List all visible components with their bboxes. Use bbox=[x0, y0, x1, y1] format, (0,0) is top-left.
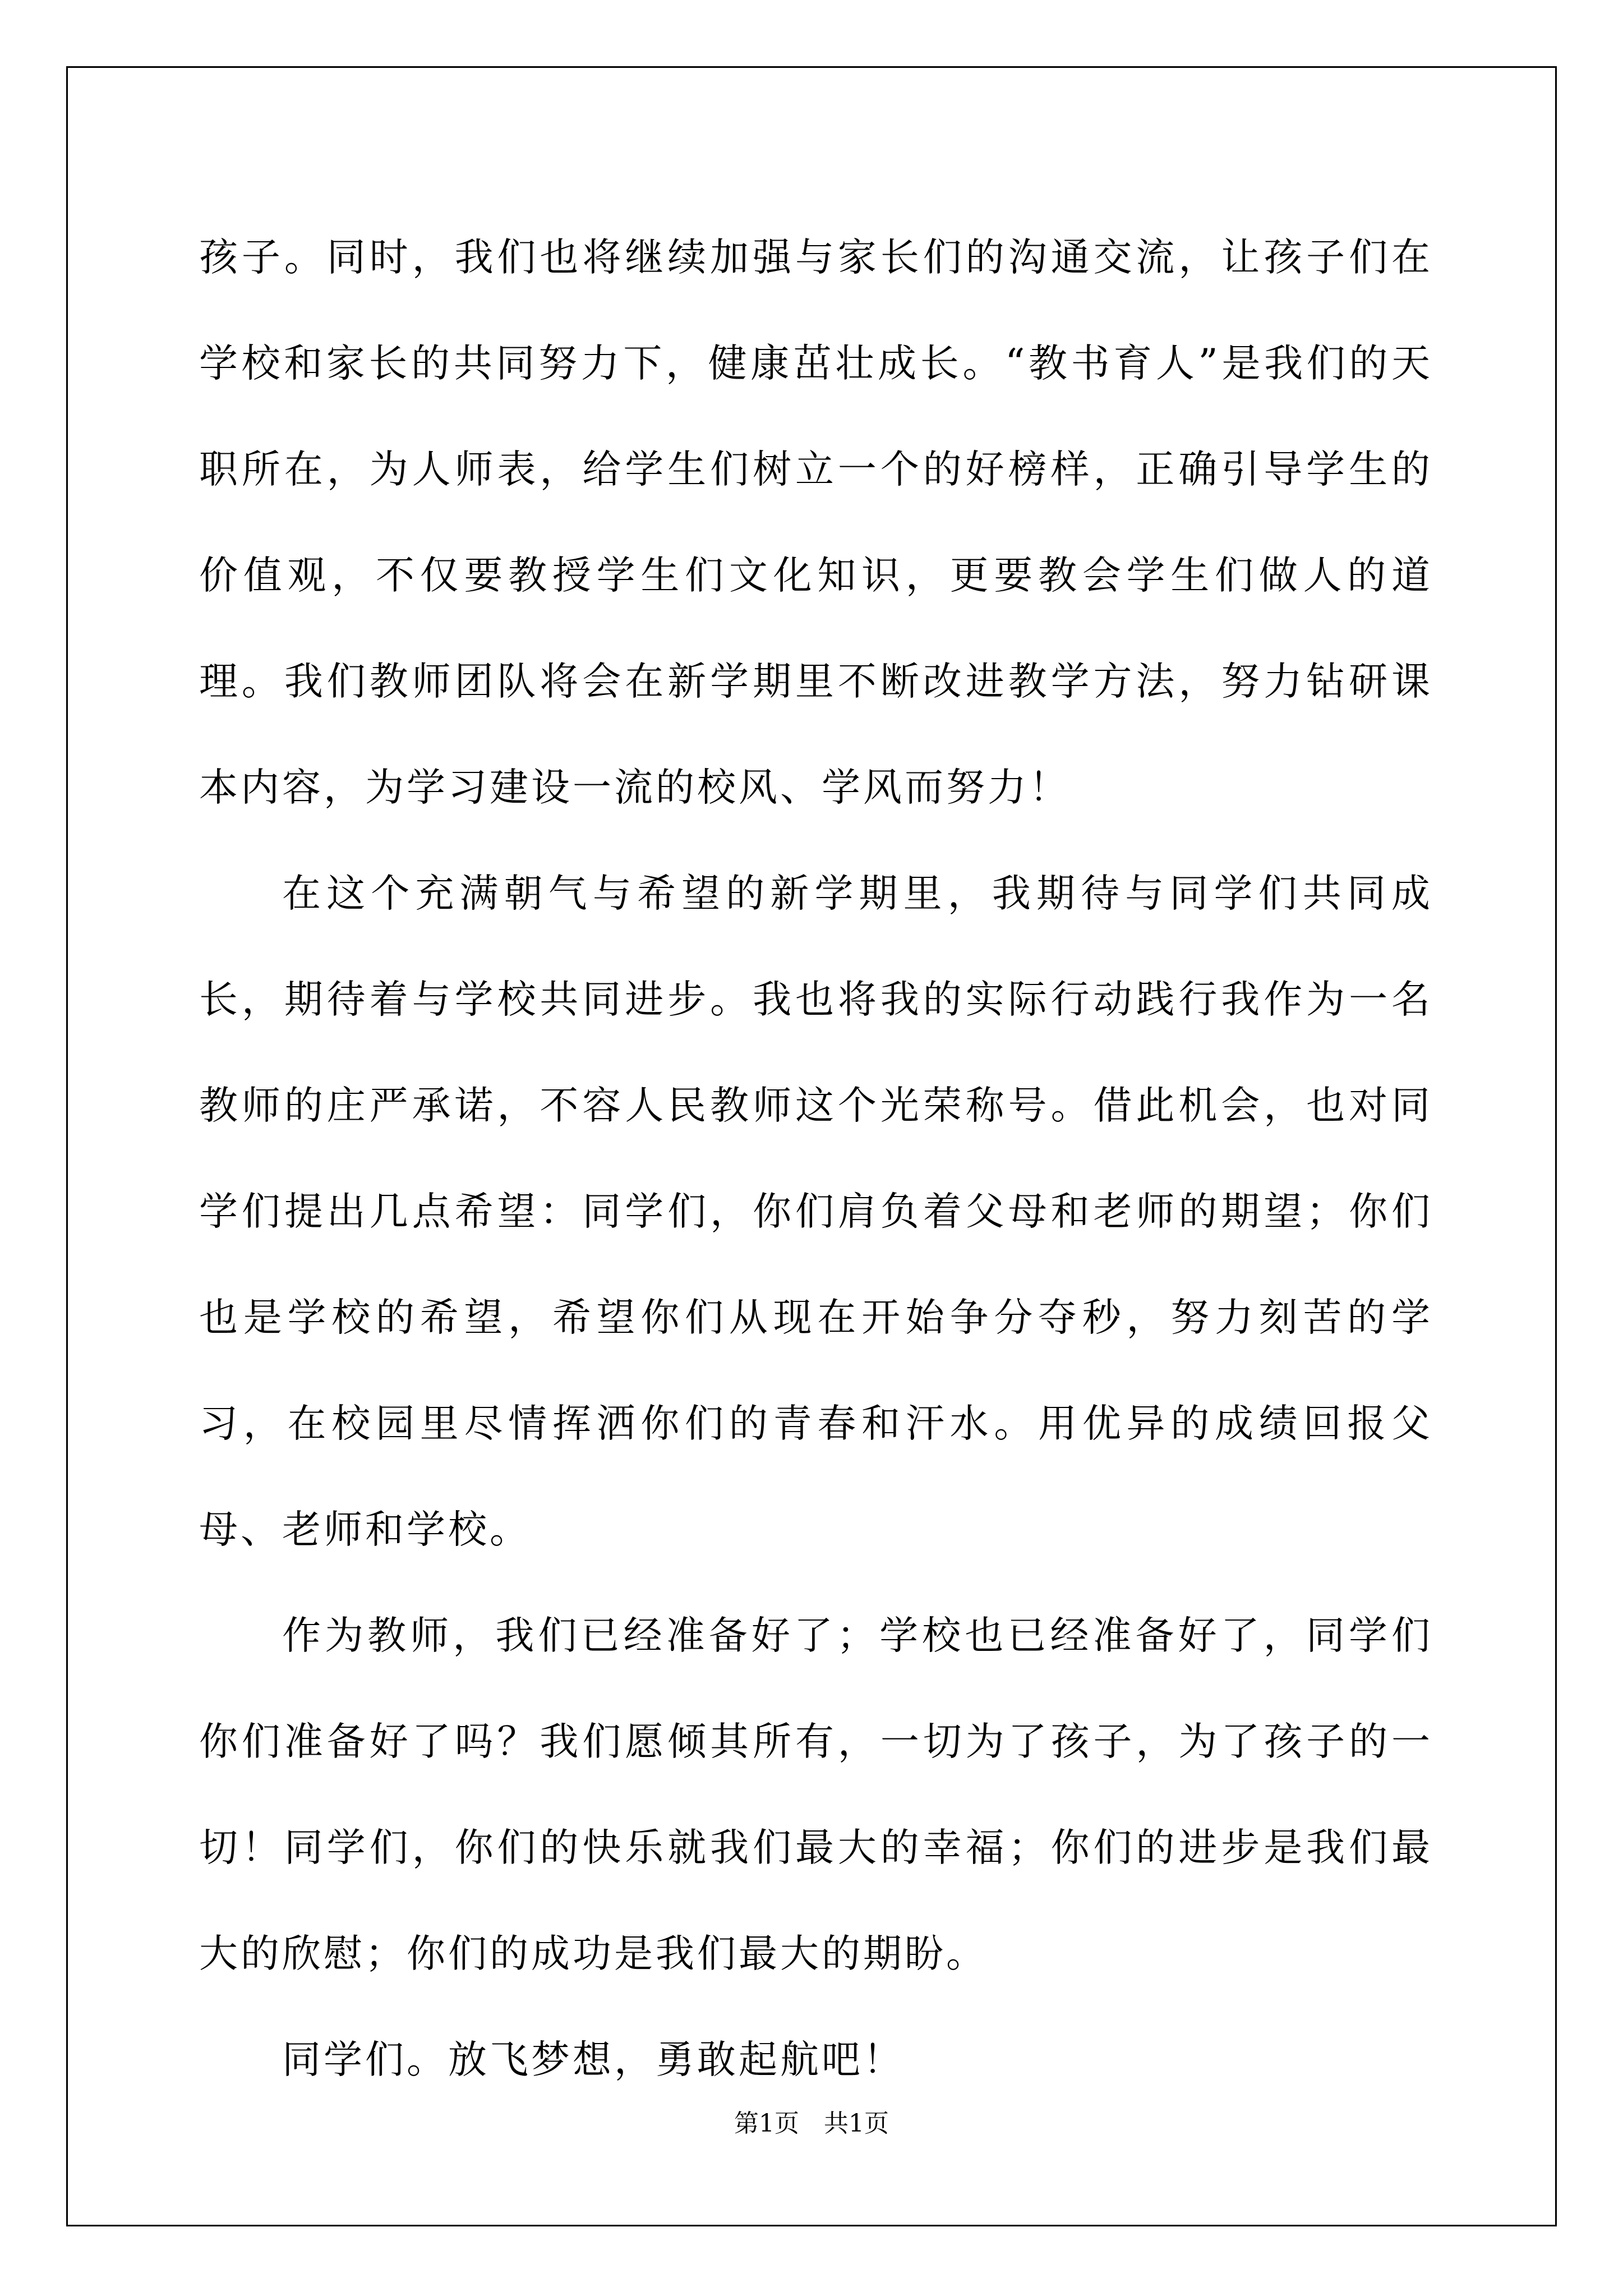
paragraph-2: 在这个充满朝气与希望的新学期里，我期待与同学们共同成长，期待着与学校共同进步。我也将我的实际行动践行我作为一名教师的庄严承诺，不容人民教师这个光荣称号。借此机会，也对同学们提出几点希望：同学们，你们肩负着父母和老师的期望；你们也是学校的希望，希望你们从现在开始争分夺秒，努力刻苦的学习，在校园里尽情挥洒你们的青春和汗水。用优异的成绩回报父母、老师和学校。 bbox=[199, 871, 1433, 1552]
page-number: 第1页 bbox=[734, 2109, 799, 2138]
page-total: 共1页 bbox=[824, 2109, 889, 2138]
paragraph-4: 同学们。放飞梦想，勇敢起航吧！ bbox=[282, 2037, 905, 2082]
document-body bbox=[199, 205, 1433, 2113]
paragraph-1: 孩子。同时，我们也将继续加强与家长们的沟通交流，让孩子们在学校和家长的共同努力下，健康茁壮成长。“教书育人”是我们的天职所在，为人师表，给学生们树立一个的好榜样，正确引导学生的价值观，不仅要教授学生们文化知识，更要教会学生们做人的道理。我们教师团队将会在新学期里不断改进教学方法，努力钻研课本内容，为学习建设一流的校风、学风而努力！ bbox=[199, 235, 1433, 810]
page-footer bbox=[0, 2103, 1623, 2139]
paragraph-3: 作为教师，我们已经准备好了；学校也已经准备好了，同学们你们准备好了吗？我们愿倾其所有，一切为了孩子，为了孩子的一切！同学们，你们的快乐就我们最大的幸福；你们的进步是我们最大的欣慰；你们的成功是我们最大的期盼。 bbox=[199, 1613, 1433, 1976]
